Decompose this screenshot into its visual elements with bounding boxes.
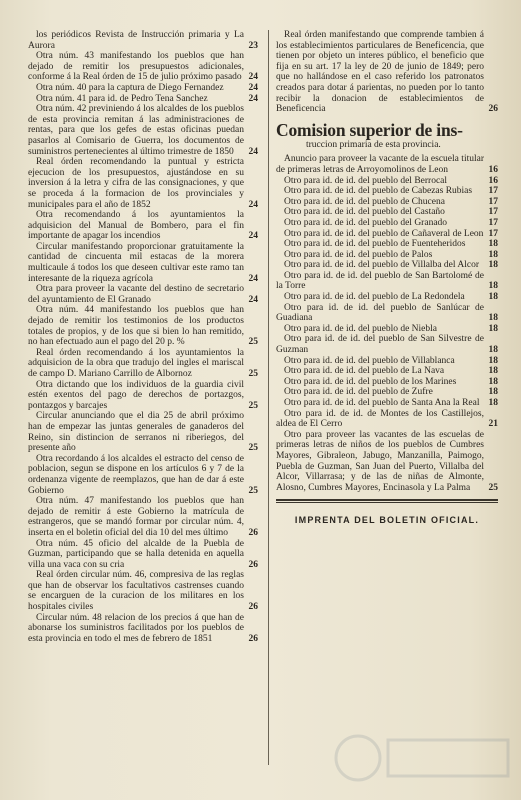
entry-text: Otra núm. 40 para la captura de Diego Fernandez [36, 82, 224, 93]
entry-page: 26 [248, 559, 258, 570]
entry-page: 25 [248, 400, 258, 411]
entry-text: Otro para id. de id. del pueblo de los Marines [284, 376, 457, 387]
index-entry [276, 366, 498, 377]
index-entry [28, 157, 258, 210]
entry-page: 24 [248, 199, 258, 210]
entry-text: Real órden circular núm. 46, compresiva de las reglas que han de observar los facultativos castrenses cuando se encarguen de la curacion de los militares en los hospitales civiles [28, 570, 244, 613]
index-entry [28, 570, 258, 612]
index-entry [276, 398, 498, 409]
index-entry [28, 348, 258, 380]
entry-text: Otro para id. de id. del pueblo de Villablanca [284, 355, 455, 366]
entry-page: 18 [488, 281, 498, 292]
index-entry [28, 51, 258, 83]
index-entry [276, 334, 498, 355]
index-entry [276, 229, 498, 240]
index-entry [28, 380, 258, 412]
entry-page: 17 [488, 207, 498, 218]
entry-text: Real órden recomendando á los ayuntamientos la adquisicion de la obra que tradujo del ingles el mariscal de campo D. Mariano Carrillo de Albornoz [28, 347, 244, 379]
section-subheading: truccion primaria de esta provincia. [306, 139, 441, 150]
index-entry [276, 324, 498, 335]
entry-text: Otro para id. de id. del pueblo de Santa Ana la Real [284, 398, 480, 408]
entry-page: 24 [248, 93, 258, 104]
entry-text: Otro para id. de id. del pueblo de San Silvestre de Guzman [276, 334, 484, 356]
index-entry [276, 409, 498, 430]
entry-text: Otra núm. 42 previniendo á los alcaldes de los pueblos de esta provincia remitan á las administraciones de rentas, para que los gefes de estas oficinas puedan pasarlos al Comisario de Guerra, los documentos de suministros pertenecientes al último trimestre de 1850 [28, 104, 244, 157]
entry-page: 18 [488, 323, 498, 334]
index-entry [28, 454, 258, 496]
right-entry-list [276, 154, 498, 493]
entry-page: 26 [248, 633, 258, 644]
index-entry [276, 197, 498, 208]
entry-text: Otra núm. 41 para id. de Pedro Tena Sanchez [36, 93, 208, 104]
entry-text: Otro para id. de id. del pueblo de Fuenteheridos [284, 239, 466, 250]
entry-page: 24 [248, 72, 258, 83]
index-entry [28, 305, 258, 347]
entry-page: 23 [248, 40, 258, 51]
index-entry [28, 83, 258, 94]
entry-text: Otro para id. de id. del pueblo de Cañaveral de Leon [284, 228, 484, 239]
entry-page: 24 [248, 294, 258, 305]
entry-page: 26 [488, 104, 498, 115]
index-entry [276, 430, 498, 494]
right-column [276, 30, 498, 525]
library-watermark-icon [330, 718, 520, 798]
entry-text: Otra núm. 47 manifestando los pueblos que han dejado de remitir á este Gobierno la matrícula de estrangeros, que se mandó formar por circular núm. 4, inserta en el boletin oficial del dia 10 del mes último [28, 496, 244, 538]
entry-text: Otro para proveer las vacantes de las escuelas de primeras letras de niños de los pueblos de Cumbres Mayores, Gibraleon, Jabugo, Manzanilla, Paimogo, Puebla de Guzman, San Juan del Puerto, Villalba del Alcor, Villarrasa; y de las de niñas de Almonte, Alosno, Cumbres Mayores, Encinasola y La Palma [276, 429, 484, 493]
entry-text: los periódicos Revista de Instrucción primaria y La Aurora [28, 30, 244, 51]
index-entry [276, 218, 498, 229]
index-entry [276, 377, 498, 388]
footer-rule-thick [276, 499, 498, 501]
entry-page: 24 [248, 82, 258, 93]
index-entry [28, 284, 258, 305]
entry-text: Otra núm. 44 manifestando los pueblos que han dejado de remitir los testimonios de los productos totales de propios, y de los que si bien lo han remitido, no han efectuado aun el pago del 20 p. % [28, 305, 244, 348]
entry-text: Otro para id. de id. del pueblo de La Nava [284, 366, 445, 377]
footer-rule-thin [276, 502, 498, 503]
index-entry [28, 411, 258, 453]
index-entry [28, 613, 258, 645]
entry-page: 25 [248, 337, 258, 348]
entry-text: Otro para id. de id. del pueblo de Niebla [284, 323, 438, 334]
index-entry [276, 207, 498, 218]
index-entry [276, 176, 498, 187]
entry-text: Otro para id. de id. del pueblo de Palos [284, 249, 433, 260]
entry-text: Otro para id. de id. del pueblo del Granado [284, 217, 448, 228]
column-divider [268, 30, 269, 765]
index-entry [276, 387, 498, 398]
entry-page: 17 [488, 186, 498, 197]
entry-page: 16 [488, 164, 498, 175]
index-entry [276, 186, 498, 197]
entry-text: Otra núm. 45 oficio del alcalde de la Puebla de Guzman, participando que se halla detenida en aquella villa una vaca con su cria [28, 538, 244, 570]
index-entry [28, 104, 258, 157]
entry-page: 24 [248, 273, 258, 284]
entry-text: Otro para id. de id. del pueblo del Berrocal [284, 175, 448, 186]
entry-page: 25 [248, 485, 258, 496]
entry-page: 18 [488, 239, 498, 250]
entry-text: Anuncio para proveer la vacante de la escuela titular de primeras letras de Arroyomolinos de Leon [276, 154, 484, 175]
index-entry [276, 30, 498, 115]
entry-text: Otro para id. de id. del pueblo de Sanlúcar de Guadiana [276, 302, 484, 324]
entry-page: 17 [488, 217, 498, 228]
index-entry [28, 210, 258, 242]
entry-page: 16 [488, 175, 498, 186]
entry-text: Otra núm. 43 manifestando los pueblos que han dejado de remitir los presupuestos adicionales, conforme á la Real órden de 15 de julio próximo pasado [28, 51, 244, 83]
entry-page: 26 [248, 527, 258, 538]
left-column [28, 30, 258, 644]
entry-text: Otro para id. de id. del pueblo de Zufre [284, 387, 433, 398]
entry-page: 18 [488, 376, 498, 387]
entry-text: Otra recordando á los alcaldes el estracto del censo de poblacion, segun se dispone en los artículos 6 y 7 de la ordenanza vigente de reemplazos, que han de dar á este Gobierno [28, 453, 244, 496]
index-entry [276, 250, 498, 261]
entry-text: Otra recomendando á los ayuntamientos la adquisicion del Manual de Bombero, para el fin importante de apagar los incendios [28, 210, 244, 242]
entry-text: Otro para id. de id. de Montes de los Castillejos, aldea de El Cerro [276, 408, 484, 430]
entry-text: Real órden recomendando la puntual y estricta ejecucion de los presupuestos, ajustándose en su inversion á la letra y cifra de las consignaciones, y que se proceda á la formacion de los provinciales y municipales para el año de 1852 [28, 157, 244, 210]
index-entry [28, 30, 258, 51]
entry-text: Circular núm. 48 relacion de los precios á que han de abonarse los suministros facilitados por los pueblos de esta provincia en todo el mes de febrero de 1851 [28, 612, 244, 644]
index-entry [28, 539, 258, 571]
entry-text: Real órden manifestando que comprende tambien á los establecimientos particulares de Beneficencia, que tienen por objeto un interes público, el beneficio que fija en su art. 17 la ley de 20 de junio de 1849; pero que no hallándose en el caso referido los patronatos creados para dotar á parientas, no pueden por lo tanto recibir la donacion de establecimientos de Beneficencia [276, 30, 484, 115]
entry-text: Otro para id. de id. del pueblo de Chucena [284, 196, 445, 207]
entry-text: Otro para id. de id. del pueblo de San Bartolomé de la Torre [276, 270, 484, 292]
entry-page: 18 [488, 292, 498, 303]
entry-page: 18 [488, 249, 498, 260]
entry-page: 18 [488, 260, 498, 271]
entry-page: 18 [488, 398, 498, 408]
entry-page: 17 [488, 228, 498, 239]
index-entry [276, 154, 498, 175]
entry-page: 18 [488, 345, 498, 356]
section-heading: Comision superior de ins- [276, 119, 463, 140]
entry-page: 26 [248, 602, 258, 613]
index-entry [276, 303, 498, 324]
entry-text: Otro para id. de id. del pueblo del Castaño [284, 207, 445, 218]
index-entry [28, 496, 258, 538]
entry-text: Otro para id. de id. del pueblo de Cabezas Rubias [284, 186, 473, 197]
entry-page: 24 [248, 231, 258, 242]
index-entry [276, 260, 498, 271]
index-entry [28, 242, 258, 284]
entry-text: Circular anunciando que el dia 25 de abril próximo han de empezar las juntas generales de ganaderos del Reino, sin distincion de serranos ni riberiegos, del presente año [28, 411, 244, 454]
entry-page: 18 [488, 366, 498, 377]
printer-imprint: IMPRENTA DEL BOLETIN OFICIAL. [294, 515, 480, 526]
entry-text: Otro para id. de id. del pueblo de Villalba del Alcor [284, 260, 480, 271]
entry-page: 18 [488, 313, 498, 324]
entry-text: Otro para id. de id. del pueblo de La Redondela [284, 292, 465, 303]
index-entry [28, 94, 258, 105]
entry-text: Otra para proveer la vacante del destino de secretario del ayuntamiento de El Granado [28, 284, 244, 305]
entry-page: 17 [488, 196, 498, 207]
entry-text: Otra dictando que los individuos de la guardia civil estén exentos del pago de derechos de portazgos, pontazgos y barcajes [28, 379, 244, 411]
index-entry [276, 356, 498, 367]
entry-page: 21 [488, 419, 498, 430]
entry-page: 18 [488, 355, 498, 366]
index-entry [276, 271, 498, 292]
entry-page: 18 [488, 387, 498, 398]
index-entry [276, 292, 498, 303]
entry-text: Circular manifestando proporcionar gratuitamente la cantidad de cincuenta mil estacas de la morera multicaule á todos los que deseen cultivar este ramo tan interesante de la riqueza agrícola [28, 241, 244, 284]
entry-page: 25 [488, 482, 498, 493]
entry-page: 25 [248, 443, 258, 454]
index-entry [276, 239, 498, 250]
entry-page: 25 [248, 369, 258, 379]
entry-page: 24 [248, 146, 258, 157]
